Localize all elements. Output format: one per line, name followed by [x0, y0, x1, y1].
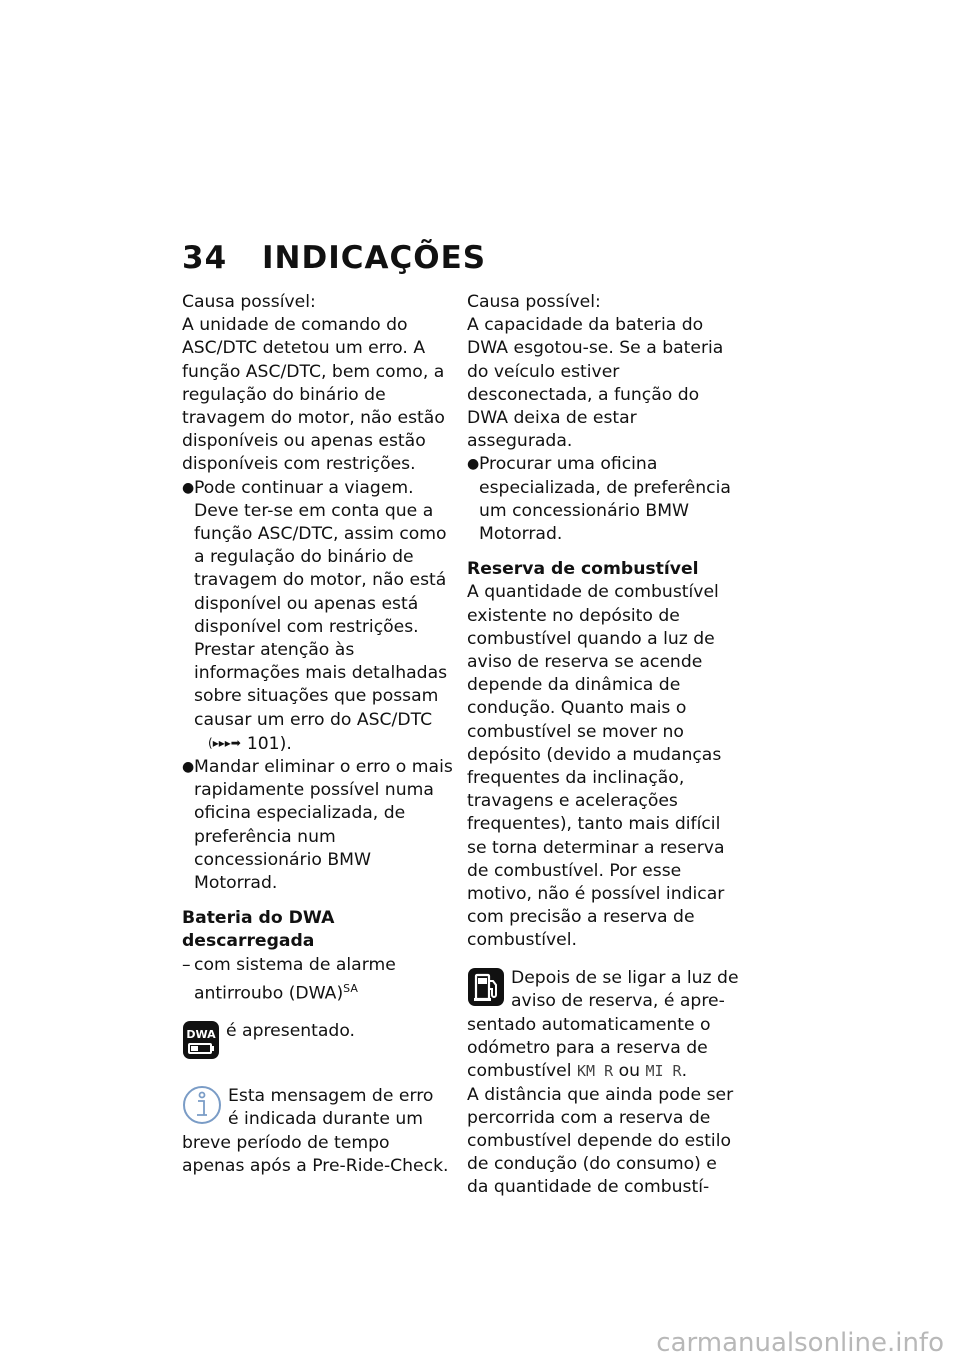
cause-text: A capacidade da bateria do DWA esgotou-se. Se a bateria do veículo estiver desconectada, a função do DWA deixa de estar assegurada.	[467, 315, 724, 452]
right-column	[467, 291, 742, 1200]
watermark[interactable]: carmanualsonline.info	[656, 1328, 944, 1358]
info-line-2: é indicada durante um	[228, 1109, 423, 1130]
dwa-indicator-row	[182, 1020, 454, 1067]
dwa-heading: Bateria do DWA descarregada	[182, 908, 335, 952]
info-text-top	[228, 1085, 433, 1131]
page-number: 34	[182, 240, 228, 276]
fuel-line-2: aviso de reserva, é apre-	[511, 990, 725, 1011]
dwa-condition	[182, 954, 454, 1006]
info-line-3: breve período de tempo apenas após a Pre-Ride-Check.	[182, 1133, 449, 1177]
fuel-text: A quantidade de combustível existente no depósito de combustível quando a luz de aviso de reserva se acende depende da dinâmica de condução. Quanto mais o combustível se mover no depósito (devido a mudanças frequentes da inclinação, travagens e acelerações frequentes), tanto mais difícil se torna determinar a reserva de combustível. Por esse motivo, não é possível indicar com precisão a reserva de combustível.	[467, 582, 725, 951]
dwa-shown-text: é apresentado.	[226, 1020, 356, 1041]
bullet-text: Procurar uma oficina especializada, de preferência um concessionário BMW Motorrad.	[479, 454, 731, 545]
dash-marker: –	[182, 954, 191, 975]
period: .	[681, 1061, 688, 1082]
mi-r-display: MI R	[645, 1062, 682, 1081]
dwa-battery-icon	[182, 1020, 220, 1067]
fuel-pump-icon	[467, 967, 505, 1014]
page-ref[interactable]: 101).	[246, 733, 292, 754]
svg-text:DWA: DWA	[186, 1027, 216, 1041]
ref-open-paren: (	[208, 735, 213, 750]
cause-text: A unidade de comando do ASC/DTC detetou um erro. A função ASC/DTC, bem como, a regulação do binário de travagem do motor, não estão disponíveis ou apenas estão disponíveis com restrições.	[182, 315, 445, 475]
km-r-display: KM R	[576, 1062, 614, 1081]
fuel-reserve-row	[467, 967, 742, 1084]
cause-label: Causa possível:	[467, 292, 601, 312]
page-header	[182, 240, 486, 276]
bullet-repair	[182, 756, 454, 895]
page-ref-arrow-icon: (▸▸▸➡	[208, 735, 241, 750]
distance-text: A distância que ainda pode ser percorrida com a reserva de combustível depende do estilo de condução (do consumo) e da quantidade de combustí-	[467, 1084, 734, 1198]
bullet-text: Pode continuar a viagem. Deve ter-se em conta que a função ASC/DTC, assim como a regulação do binário de travagem do motor, não está disponível ou apenas está disponível com restrições. Prestar atenção às informações mais detalhadas sobre situações que possam causar um erro do ASC/DTC	[194, 477, 448, 730]
info-line-1: Esta mensagem de erro	[228, 1086, 434, 1107]
bullet-dot-icon: ●	[467, 456, 480, 473]
cause-label: Causa possível:	[182, 292, 316, 312]
left-column	[182, 291, 454, 1179]
bullet-continue-ride	[182, 477, 454, 756]
bullet-workshop	[467, 453, 742, 546]
info-note	[182, 1085, 454, 1179]
fuel-icon-text	[511, 967, 739, 1013]
fuel-line-3-text: sentado automaticamente o odómetro para a reserva de combustível	[467, 1014, 711, 1082]
or-text: ou	[618, 1061, 640, 1082]
special-equipment-badge: SA	[343, 981, 358, 995]
bullet-dot-icon: ●	[182, 479, 195, 496]
bullet-dot-icon: ●	[182, 759, 195, 776]
fuel-line-3	[467, 1014, 742, 1084]
bullet-text: Mandar eliminar o erro o mais rapidamente possível numa oficina especializada, de preferência num concessionário BMW Motorrad.	[194, 757, 453, 894]
fuel-heading: Reserva de combustível	[467, 559, 699, 580]
fuel-line-1: Depois de se ligar a luz de	[511, 967, 739, 988]
info-icon	[182, 1085, 222, 1132]
page-title: INDICAÇÕES	[262, 240, 487, 276]
dwa-condition-text: com sistema de alarme antirroubo (DWA)	[194, 954, 396, 1004]
